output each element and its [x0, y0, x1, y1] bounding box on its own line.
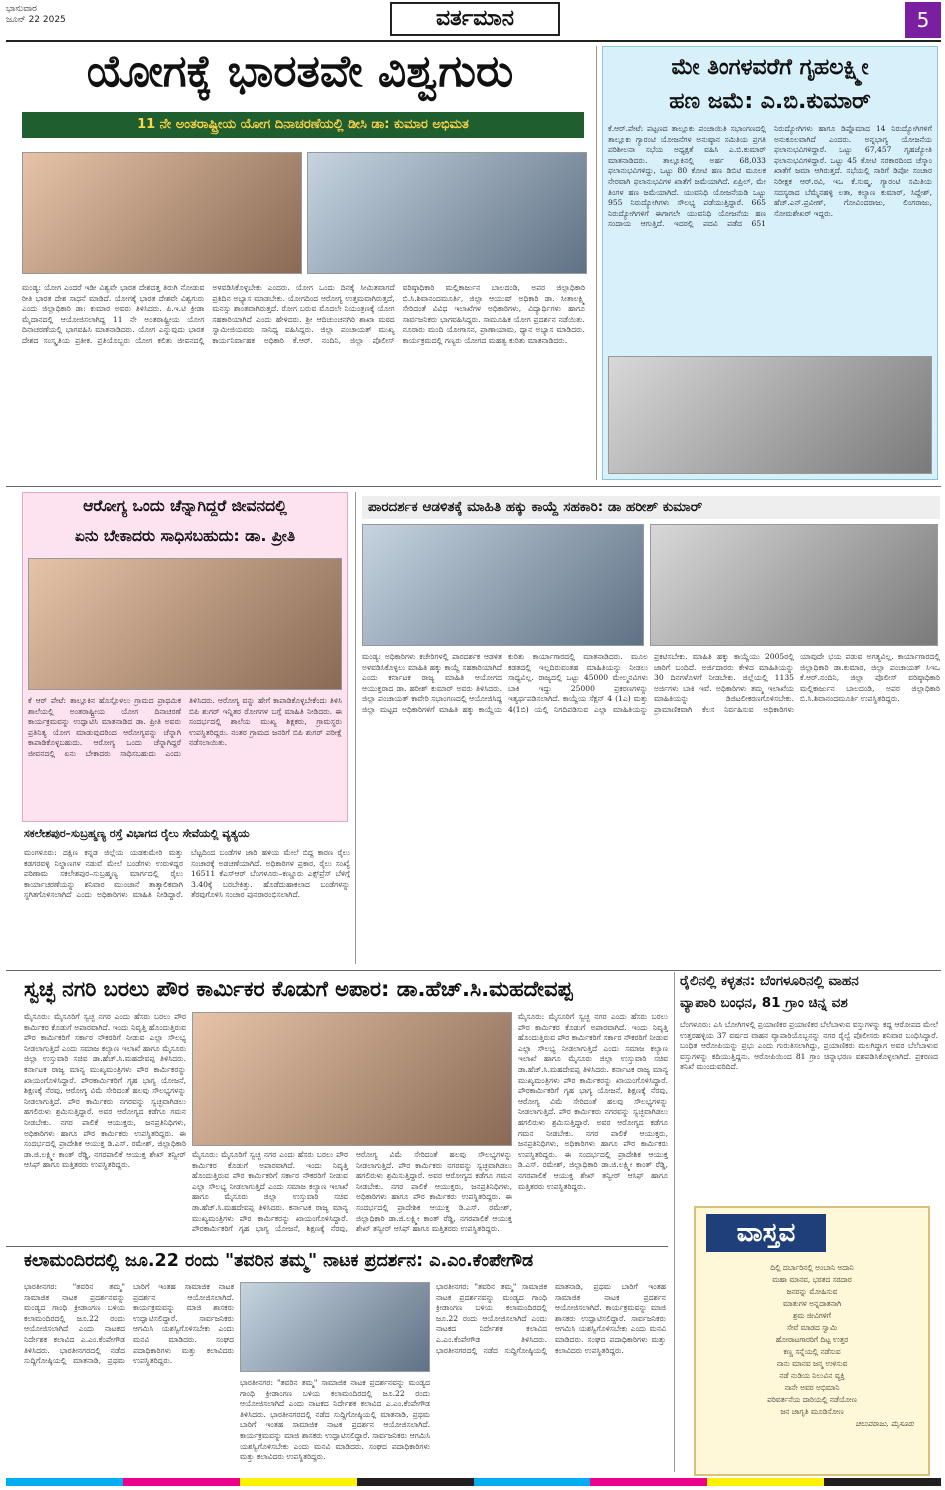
story1-body: ಮಂಡ್ಯ: ಯೋಗ ಎಂದರೆ ಇಡೀ ವಿಶ್ವವೇ ಭಾರತ ದೇಶದತ್ತ ತಿರುಗಿ ನೋಡುವ ರೀತಿ ಭಾರತ ದೇಶ ಸಾಧನೆ ಮಾಡಿದೆ. ಯೋಗಕ್ಕೆ ಭಾರತ ದೇಶವೇ ವಿಶ್ವಗುರು ಎಂದು ಜಿಲ್ಲಾಧಿಕಾರಿ ಡಾ: ಕುಮಾರ ಅವರು ತಿಳಿಸಿದರು. ಪಿ.ಇ.ಟಿ ಕ್ರೀಡಾ ಮೈದಾನದಲ್ಲಿ ಆಯೋಜಿಸಲಾಗಿದ್ದ 11 ನೇ ಅಂತರಾಷ್ಟ್ರೀಯ ಯೋಗ ದಿನಾಚರಣೆಯಲ್ಲಿ ಭಾಗವಹಿಸಿ ಮಾತನಾಡಿದರು. ಯೋಗ ಎನ್ನುವುದು ಭಾರತ ದೇಶದ ಸಂಸ್ಕೃತಿಯ ಪ್ರತೀಕ. ಪ್ರತಿಯೊಬ್ಬರು ಯೋಗ ಕಲಿತು ಜೀವನದಲ್ಲಿ ಅಳವಡಿಸಿಕೊಳ್ಳಬೇಕು ಎಂದರು. ಯೋಗ ಒಂದು ದಿನಕ್ಕೆ ಸೀಮಿತವಾಗದೆ ಪ್ರತಿದಿನ ಅಭ್ಯಾಸ ಮಾಡಬೇಕು. ಯೋಗದಿಂದ ಆರೋಗ್ಯ ಉತ್ತಮವಾಗಿರುತ್ತದೆ, ಮನಸ್ಸು ಶಾಂತವಾಗಿರುತ್ತದೆ. ರೋಗ ಬರುವ ಮೊದಲೇ ನಿಯಂತ್ರಣಕ್ಕೆ ಯೋಗ ಸಹಕಾರಿಯಾಗಿದೆ ಎಂದು ಹೇಳಿದರು. ಶ್ರೀ ಆದಿಚುಂಚನಗಿರಿ ಶಾಖಾ ಮಠದ ಸ್ವಾಮೀಜಿಯವರು ಸಾನಿಧ್ಯ ವಹಿಸಿದ್ದರು. ಜಿಲ್ಲಾ ಪಂಚಾಯತ್ ಮುಖ್ಯ ಕಾರ್ಯನಿರ್ವಾಹಕ ಅಧಿಕಾರಿ ಕೆ.ಆರ್. ನಂದಿನಿ, ಜಿಲ್ಲಾ ಪೊಲೀಸ್ ವರಿಷ್ಠಾಧಿಕಾರಿ ಮಲ್ಲಿಕಾರ್ಜುನ ಬಾಲದಂಡಿ, ಅಪರ ಜಿಲ್ಲಾಧಿಕಾರಿ ಬಿ.ಸಿ.ಶಿವಾನಂದಮೂರ್ತಿ, ಜಿಲ್ಲಾ ಆಯುಷ್ ಅಧಿಕಾರಿ ಡಾ. ಸೀತಾಲಕ್ಷ್ಮಿ ಸೇರಿದಂತೆ ವಿವಿಧ ಇಲಾಖೆಗಳ ಅಧಿಕಾರಿಗಳು, ವಿದ್ಯಾರ್ಥಿಗಳು ಹಾಗೂ ಸಾರ್ವಜನಿಕರು ಭಾಗವಹಿಸಿದ್ದರು. ಸಾಮೂಹಿಕ ಯೋಗ ಪ್ರದರ್ಶನ ನಡೆಯಿತು. ನೂರಾರು ಮಂದಿ ಯೋಗಾಸನ, ಪ್ರಾಣಾಯಾಮ, ಧ್ಯಾನ ಅಭ್ಯಾಸ ಮಾಡಿದರು. ಕಾರ್ಯಕ್ರಮದಲ್ಲಿ ಗಣ್ಯರು ಯೋಗದ ಮಹತ್ವ ಕುರಿತು ಮಾತನಾಡಿದರು.	[22, 283, 585, 345]
header-date: ಜೂನ್ 22 2025	[6, 15, 66, 25]
poem-line: ಸೇವೆ ಮಾಡದ ಸ್ವಾಮಿ	[786, 1323, 838, 1332]
story8-headline: ಕಲಾಮಂದಿರದಲ್ಲಿ ಜೂ.22 ರಂದು "ತವರಿನ ತಮ್ಮ" ನಾಟಕ ಪ್ರದರ್ಶನ: ಎ.ಎಂ.ಕೆಂಪೇಗೌಡ	[24, 1251, 534, 1271]
story4-body: ಮಂಡ್ಯ: ಅಧಿಕಾರಿಗಳು ಕಚೇರಿಗಳಲ್ಲಿ ಪಾರದರ್ಶಕ ಆಡಳಿತ ಅಳವಡಿಸಿಕೊಳ್ಳಲು ಮಾಹಿತಿ ಹಕ್ಕು ಕಾಯ್ದೆ ಸಹಕಾರಿಯಾಗಿದೆ ಎಂದು ಕರ್ನಾಟಕ ರಾಜ್ಯ ಮಾಹಿತಿ ಆಯೋಗದ ಆಯುಕ್ತರಾದ ಡಾ. ಹರೀಶ್ ಕುಮಾರ್ ಅವರು ತಿಳಿಸಿದರು. ಜಿಲ್ಲಾ ಪಂಚಾಯತ್ ಕಾವೇರಿ ಸಭಾಂಗಣದಲ್ಲಿ ಆಯೋಜಿಸಿದ್ದ ಜಿಲ್ಲಾ ಮಟ್ಟದ ಅಧಿಕಾರಿಗಳಿಗೆ ಮಾಹಿತಿ ಹಕ್ಕು ಕಾಯ್ದೆಯ ಕುರಿತು ಕಾರ್ಯಾಗಾರದಲ್ಲಿ ಮಾತನಾಡಿದರು. ಮೂಲ ಕಡತದಲ್ಲಿ ಇಲ್ಲದಿರುವಂತಹ ಮಾಹಿತಿಯನ್ನು ನೀಡಲು ಸಾಧ್ಯವಿಲ್ಲ. ರಾಜ್ಯದಲ್ಲಿ ಒಟ್ಟು 45000 ಮೇಲ್ಮನವಿಗಳು ಬಾಕಿ ಇದ್ದು 25000 ಪ್ರಕರಣಗಳನ್ನು ಇತ್ಯರ್ಥಪಡಿಸಲಾಗಿದೆ. ಕಾಯ್ದೆಯ ಸೆಕ್ಷನ್ 4 (1ಎ) ಮತ್ತು 4(1ಬಿ) ಯಲ್ಲಿ ನಿಗದಿಪಡಿಸುವ ಎಲ್ಲಾ ಮಾಹಿತಿಯನ್ನು ಪ್ರಕಟಿಸಬೇಕು. ಮಾಹಿತಿ ಹಕ್ಕು ಕಾಯ್ದೆಯು 2005ರಲ್ಲಿ ಜಾರಿಗೆ ಬಂದಿದೆ. ಅರ್ಜಿದಾರರು ಕೇಳಿದ ಮಾಹಿತಿಯನ್ನು 30 ದಿನಗಳೊಳಗೆ ನೀಡಬೇಕು. ಜಿಲ್ಲೆಯಲ್ಲಿ 1135 ಅರ್ಜಿಗಳು ಬಾಕಿ ಇವೆ. ಅಧಿಕಾರಿಗಳು ತಮ್ಮ ಇಲಾಖೆಯ ಮಾಹಿತಿಯನ್ನು ಡಿಜಿಟಲೀಕರಣಗೊಳಿಸಬೇಕು. ಪ್ರಾಮಾಣಿಕವಾಗಿ ಕೆಲಸ ನಿರ್ವಹಿಸುವ ಅಧಿಕಾರಿಗಳು ಯಾವುದೇ ಭಯ ಪಡುವ ಅಗತ್ಯವಿಲ್ಲ. ಕಾರ್ಯಾಗಾರದಲ್ಲಿ ಜಿಲ್ಲಾಧಿಕಾರಿ ಡಾ.ಕುಮಾರ, ಜಿಲ್ಲಾ ಪಂಚಾಯತ್ ಸಿಇಒ ಕೆ.ಆರ್.ನಂದಿನಿ, ಜಿಲ್ಲಾ ಪೊಲೀಸ್ ವರಿಷ್ಠಾಧಿಕಾರಿ ಮಲ್ಲಿಕಾರ್ಜುನ ಬಾಲದಂಡಿ, ಅಪರ ಜಿಲ್ಲಾಧಿಕಾರಿ ಬಿ.ಸಿ.ಶಿವಾನಂದಮೂರ್ತಿ ಉಪಸ್ಥಿತರಿದ್ದರು.	[362, 652, 940, 714]
poem-line: ದಿಲ್ಲಿ ದರ್ಬಾರಿನಲ್ಲಿ ಅಂಬಾನಿ ಅದಾನಿ	[770, 1263, 854, 1272]
story7-body: ಬೆಂಗಳೂರು: ಎಸಿ ಬೋಗಿಗಳಲ್ಲಿ ಪ್ರಯಾಣಿಕರ ಪ್ರಯಾಣಿಕರ ಬೆಲೆಬಾಳುವ ವಸ್ತುಗಳನ್ನು ಕದ್ದ ಆರೋಪದ ಮೇಲೆ ಉತ್ತರಹಳ್ಳಿಯ 37 ವರ್ಷದ ವಾಹನ ವ್ಯಾಪಾರಿಯೊಬ್ಬನನ್ನು ನಗರ ರೈಲ್ವೆ ಪೊಲೀಸರು ಶನಿವಾರ ಬಂಧಿಸಿದ್ದಾರೆ. ಬಂಧಿತ ಆರೋಪಿಯನ್ನು ಪ್ರಭು ಎಂದು ಗುರುತಿಸಲಾಗಿದ್ದು, ಪ್ರಯಾಣಿಕರು ಮಲಗಿದ್ದಾಗ ಅವರ ಬೆಲೆಬಾಳುವ ವಸ್ತುಗಳನ್ನು ಕದಿಯುತ್ತಿದ್ದನು. ಆರೋಪಿಯಿಂದ 81 ಗ್ರಾಂ ಚಿನ್ನಾಭರಣ ವಶಪಡಿಸಿಕೊಳ್ಳಲಾಗಿದೆ. ಪ್ರಕರಣದ ತನಿಖೆ ಮುಂದುವರಿದಿದೆ.	[680, 1020, 938, 1072]
story4-photo-dais	[362, 524, 644, 646]
story2-headline-line2: ಹಣ ಜಮೆ: ಎ.ಬಿ.ಕುಮಾರ್	[669, 89, 871, 114]
story8-body-mid: ಭಾರತೀನಗರ: "ತವರಿನ ತಮ್ಮ" ಸಾಮಾಜಿಕ ನಾಟಕ ಪ್ರದರ್ಶನವನ್ನು ಮಂಡ್ಯದ ಗಾಂಧಿ ಕ್ರೀಡಾಂಗಣ ಬಳಿಯ ಕಲಾಮಂದಿರದಲ್ಲಿ ಜೂ.22 ರಂದು ಆಯೋಜಿಸಲಾಗಿದೆ ಎಂದು ನಾಟಕದ ನಿರ್ದೇಶಕ ಕಲಾವಿದ ಎ.ಎಂ.ಕೆಂಪೇಗೌಡ ತಿಳಿಸಿದರು. ಭಾರತೀನಗರದಲ್ಲಿ ನಡೆದ ಸುದ್ದಿಗೋಷ್ಠಿಯಲ್ಲಿ ಮಾತನಾಡಿ, ಪ್ರಥಮ ಬಾರಿಗೆ ಇಂತಹ ಸಾಮಾಜಿಕ ನಾಟಕ ಪ್ರದರ್ಶನ ಆಯೋಜಿಸಲಾಗಿದೆ. ಕಾರ್ಯಕ್ರಮವನ್ನು ಮಾಜಿ ಶಾಸಕರು ಉದ್ಘಾಟಿಸಲಿದ್ದಾರೆ. ಸಾರ್ವಜನಿಕರು ಆಗಮಿಸಿ ಯಶಸ್ವಿಗೊಳಿಸಬೇಕು ಎಂದು ಮನವಿ ಮಾಡಿದರು. ಸಂಘದ ಪದಾಧಿಕಾರಿಗಳು ಮತ್ತು ಕಲಾವಿದರು ಉಪಸ್ಥಿತರಿದ್ದರು.	[240, 1378, 430, 1462]
poem-line: ಕಣ್ಣ ಸನ್ನೆಯಲ್ಲಿ ನಡೆಸುವ	[783, 1347, 841, 1356]
story8-body-right: ಭಾರತೀನಗರ: "ತವರಿನ ತಮ್ಮ" ಸಾಮಾಜಿಕ ನಾಟಕ ಪ್ರದರ್ಶನವನ್ನು ಮಂಡ್ಯದ ಗಾಂಧಿ ಕ್ರೀಡಾಂಗಣ ಬಳಿಯ ಕಲಾಮಂದಿರದಲ್ಲಿ ಜೂ.22 ರಂದು ಆಯೋಜಿಸಲಾಗಿದೆ ಎಂದು ನಾಟಕದ ನಿರ್ದೇಶಕ ಕಲಾವಿದ ಎ.ಎಂ.ಕೆಂಪೇಗೌಡ ತಿಳಿಸಿದರು. ಭಾರತೀನಗರದಲ್ಲಿ ನಡೆದ ಸುದ್ದಿಗೋಷ್ಠಿಯಲ್ಲಿ ಮಾತನಾಡಿ, ಪ್ರಥಮ ಬಾರಿಗೆ ಇಂತಹ ಸಾಮಾಜಿಕ ನಾಟಕ ಪ್ರದರ್ಶನ ಆಯೋಜಿಸಲಾಗಿದೆ. ಕಾರ್ಯಕ್ರಮವನ್ನು ಮಾಜಿ ಶಾಸಕರು ಉದ್ಘಾಟಿಸಲಿದ್ದಾರೆ. ಸಾರ್ವಜನಿಕರು ಆಗಮಿಸಿ ಯಶಸ್ವಿಗೊಳಿಸಬೇಕು ಎಂದು ಮನವಿ ಮಾಡಿದರು. ಸಂಘದ ಪದಾಧಿಕಾರಿಗಳು ಮತ್ತು ಕಲಾವಿದರು ಉಪಸ್ಥಿತರಿದ್ದರು.	[436, 1282, 666, 1355]
story5-headline: ಸಕಲೇಶಪುರ–ಸುಬ್ರಹ್ಮಣ್ಯ ರಸ್ತೆ ವಿಭಾಗದ ರೈಲು ಸೇವೆಯಲ್ಲಿ ವ್ಯತ್ಯಯ	[24, 827, 250, 840]
story6-headline: ಸ್ವಚ್ಛ ನಗರಿ ಬರಲು ಪೌರ ಕಾರ್ಮಿಕರ ಕೊಡುಗೆ ಅಪಾರ: ಡಾ.ಹೆಚ್.ಸಿ.ಮಹದೇವಪ್ಪ	[24, 977, 573, 1001]
header-rule	[6, 40, 941, 42]
story1-photo-yoga-stage	[307, 152, 587, 274]
poem-line: ಪರಿವರ್ತನೆಯ ದಾರಿಯಲ್ಲಿ ನಡೆಯೋಣ	[767, 1395, 857, 1404]
story8-body-left: ಭಾರತೀನಗರ: "ತವರಿನ ತಮ್ಮ" ಸಾಮಾಜಿಕ ನಾಟಕ ಪ್ರದರ್ಶನವನ್ನು ಮಂಡ್ಯದ ಗಾಂಧಿ ಕ್ರೀಡಾಂಗಣ ಬಳಿಯ ಕಲಾಮಂದಿರದಲ್ಲಿ ಜೂ.22 ರಂದು ಆಯೋಜಿಸಲಾಗಿದೆ ಎಂದು ನಾಟಕದ ನಿರ್ದೇಶಕ ಕಲಾವಿದ ಎ.ಎಂ.ಕೆಂಪೇಗೌಡ ತಿಳಿಸಿದರು. ಭಾರತೀನಗರದಲ್ಲಿ ನಡೆದ ಸುದ್ದಿಗೋಷ್ಠಿಯಲ್ಲಿ ಮಾತನಾಡಿ, ಪ್ರಥಮ ಬಾರಿಗೆ ಇಂತಹ ಸಾಮಾಜಿಕ ನಾಟಕ ಪ್ರದರ್ಶನ ಆಯೋಜಿಸಲಾಗಿದೆ. ಕಾರ್ಯಕ್ರಮವನ್ನು ಮಾಜಿ ಶಾಸಕರು ಉದ್ಘಾಟಿಸಲಿದ್ದಾರೆ. ಸಾರ್ವಜನಿಕರು ಆಗಮಿಸಿ ಯಶಸ್ವಿಗೊಳಿಸಬೇಕು ಎಂದು ಮನವಿ ಮಾಡಿದರು. ಸಂಘದ ಪದಾಧಿಕಾರಿಗಳು ಮತ್ತು ಕಲಾವಿದರು ಉಪಸ್ಥಿತರಿದ್ದರು.	[24, 1282, 234, 1366]
poem-line: ಮಹಾ ಮಾನವ, ಭರತದ ಸರದಾರ	[772, 1275, 852, 1284]
poem-line: ಜನರನ್ನು ಮೋಹಿಸುವ	[786, 1287, 838, 1296]
vastava-poem	[700, 1262, 924, 1430]
story6-body-col2: ಮೈಸೂರು: ಮೈಸೂರಿಗೆ ಸ್ವಚ್ಛ ನಗರ ಎಂದು ಹೆಸರು ಬರಲು ಪೌರ ಕಾರ್ಮಿಕರ ಕೊಡುಗೆ ಅಪಾರವಾಗಿದೆ. ಇಂದು ನಿವೃತ್ತಿ ಹೊಂದುತ್ತಿರುವ ಪೌರ ಕಾರ್ಮಿಕರಿಗೆ ಸರ್ಕಾರ ನೌಕರರಿಗೆ ನೀಡುವ ಎಲ್ಲಾ ಸೌಲಭ್ಯ ನೀಡಲಾಗುತ್ತಿದೆ ಎಂದು ಸಮಾಜ ಕಲ್ಯಾಣ ಇಲಾಖೆ ಹಾಗೂ ಮೈಸೂರು ಜಿಲ್ಲಾ ಉಸ್ತುವಾರಿ ಸಚಿವ ಡಾ.ಹೆಚ್.ಸಿ.ಮಹದೇವಪ್ಪ ತಿಳಿಸಿದರು. ಕರ್ನಾಟಕ ರಾಜ್ಯ ಮಾನ್ಯ ಮುಖ್ಯಮಂತ್ರಿಗಳು ಪೌರ ಕಾರ್ಮಿಕರನ್ನು ಖಾಯಂಗೊಳಿಸಿದ್ದಾರೆ. ಪೌರಕಾರ್ಮಿಕರಿಗೆ ಗೃಹ ಭಾಗ್ಯ ಯೋಜನೆ, ಶಿಕ್ಷಣಕ್ಕೆ ನೆರವು, ಆರೋಗ್ಯ ವಿಮೆ ಸೇರಿದಂತೆ ಹಲವು ಸೌಲಭ್ಯಗಳನ್ನು ನೀಡಲಾಗುತ್ತಿದೆ. ಪೌರ ಕಾರ್ಮಿಕರು ನಗರವನ್ನು ಸ್ವಚ್ಛವಾಗಿಡಲು ಹಗಲಿರುಳು ಶ್ರಮಿಸುತ್ತಿದ್ದಾರೆ. ಅವರ ಆರೋಗ್ಯದ ಕಡೆಗೂ ಗಮನ ನೀಡಬೇಕು. ನಗರ ಪಾಲಿಕೆ ಆಯುಕ್ತರು, ಜನಪ್ರತಿನಿಧಿಗಳು, ಅಧಿಕಾರಿಗಳು ಹಾಗೂ ಪೌರ ಕಾರ್ಮಿಕರು ಉಪಸ್ಥಿತರಿದ್ದರು. ಈ ಸಂದರ್ಭದಲ್ಲಿ ಪ್ರಾದೇಶಿಕ ಆಯುಕ್ತ ಡಿ.ಎಸ್. ರಮೇಶ್, ಜಿಲ್ಲಾಧಿಕಾರಿ ಡಾ.ಜಿ.ಲಕ್ಷ್ಮೀ ಕಾಂತ್ ರೆಡ್ಡಿ, ನಗರಪಾಲಿಕೆ ಆಯುಕ್ತ ಶೇಖ್ ತನ್ವೀರ್ ಆಸಿಫ್ ಹಾಗೂ ಮತ್ತಿತರರು ಉಪಸ್ಥಿತರಿದ್ದರು.	[192, 1150, 512, 1234]
story4-headline: ಪಾರದರ್ಶಕ ಆಡಳಿತಕ್ಕೆ ಮಾಹಿತಿ ಹಕ್ಕು ಕಾಯ್ದೆ ಸಹಕಾರಿ: ಡಾ ಹರೀಶ್ ಕುಮಾರ್	[362, 496, 940, 519]
poem-line: ಹೋರಾಟಗಾರರಿಗೆ ದಿಟ್ಟ ಉತ್ತರ	[775, 1335, 849, 1344]
masthead: ವರ್ತಮಾನ	[390, 2, 560, 36]
story3-body: ಕೆ ಆರ್ ಪೇಟೆ: ತಾಲ್ಲೂಕಿನ ಹೊಸ್ಪೊಳಲು ಗ್ರಾಮದ ಪ್ರಾಥಮಿಕ ಶಾಲೆಯಲ್ಲಿ ಅಂತರಾಷ್ಟ್ರೀಯ ಯೋಗ ದಿನಾಚರಣೆ ಕಾರ್ಯಕ್ರಮವನ್ನು ಉದ್ಘಾಟಿಸಿ ಮಾತನಾಡಿದ ಡಾ. ಪ್ರೀತಿ ಅವರು ಪ್ರತಿನಿತ್ಯ ಯೋಗ ಮಾಡುವುದರಿಂದ ಆರೋಗ್ಯವನ್ನು ಚೆನ್ನಾಗಿ ಕಾಪಾಡಿಕೊಳ್ಳಬಹುದು. ಆರೋಗ್ಯ ಒಂದು ಚೆನ್ನಾಗಿದ್ದರೆ ಜೀವನದಲ್ಲಿ ಏನು ಬೇಕಾದರು ಸಾಧಿಸಬಹುದು ಎಂದು ತಿಳಿಸಿದರು. ಆರೋಗ್ಯ ವನ್ನು ಹೇಗೆ ಕಾಪಾಡಿಕೊಳ್ಳಬೇಕೆಂದು ತಿಳಿಸಿ ಬಿಪಿ ಶುಗರ್ ಇನ್ನಿತರ ರೋಗಗಳ ಬಗ್ಗೆ ಮಾಹಿತಿ ನೀಡಿದರು. ಈ ಸಂದರ್ಭದಲ್ಲಿ ಶಾಲೆಯ ಮುಖ್ಯ ಶಿಕ್ಷಕರು, ಗ್ರಾಮಸ್ಥರು ಉಪಸ್ಥಿತರಿದ್ದರು. ನಂತರ ಗ್ರಾಮದ ಜನರಿಗೆ ಬಿಪಿ ಶುಗರ್ ಪರೀಕ್ಷೆ ನಡೆಸಲಾಯಿತು.	[28, 696, 342, 758]
vastava-title: ವಾಸ್ತವ	[706, 1214, 826, 1252]
story1-subheadline: 11 ನೇ ಅಂತರಾಷ್ಟ್ರೀಯ ಯೋಗ ದಿನಾಚರಣೆಯಲ್ಲಿ ಡೀಸಿ ಡಾ: ಕುಮಾರ ಅಭಿಮತ	[22, 112, 584, 138]
section-rule-2	[6, 970, 941, 971]
story4-photo-audience	[650, 524, 938, 646]
print-color-bar	[6, 1478, 941, 1486]
story2-photo-meeting	[608, 356, 932, 474]
poem-author: ಚಲುವರಾಜು, ಮೈಸೂರು	[855, 1419, 914, 1428]
page-number: 5	[905, 2, 941, 38]
section-rule-3	[6, 1246, 668, 1247]
column-divider-2	[355, 492, 356, 964]
poem-line: ಮಾತುಗಳ ಅನ್ನದಾತನಾಗಿ	[782, 1299, 842, 1308]
story8-photo-press-meet	[240, 1282, 430, 1372]
story7-headline-line1: ರೈಲಿನಲ್ಲಿ ಕಳ್ಳತನ: ಬೆಂಗಳೂರಿನಲ್ಲಿ ವಾಹನ	[680, 973, 859, 989]
column-divider-3	[674, 972, 675, 1472]
story2-headline-line1: ಮೇ ತಿಂಗಳವರೆಗೆ ಗೃಹಲಕ್ಷ್ಮೀ	[671, 55, 869, 80]
story7-headline-line2: ವ್ಯಾಪಾರಿ ಬಂಧನ, 81 ಗ್ರಾಂ ಚಿನ್ನ ವಶ	[680, 995, 848, 1011]
poem-line: ನಾನೇ ಅವರ ಅಭಿಮಾನಿ	[784, 1383, 840, 1392]
header-date-block	[6, 4, 66, 26]
story6-body-col3: ಮೈಸೂರು: ಮೈಸೂರಿಗೆ ಸ್ವಚ್ಛ ನಗರ ಎಂದು ಹೆಸರು ಬರಲು ಪೌರ ಕಾರ್ಮಿಕರ ಕೊಡುಗೆ ಅಪಾರವಾಗಿದೆ. ಇಂದು ನಿವೃತ್ತಿ ಹೊಂದುತ್ತಿರುವ ಪೌರ ಕಾರ್ಮಿಕರಿಗೆ ಸರ್ಕಾರ ನೌಕರರಿಗೆ ನೀಡುವ ಎಲ್ಲಾ ಸೌಲಭ್ಯ ನೀಡಲಾಗುತ್ತಿದೆ ಎಂದು ಸಮಾಜ ಕಲ್ಯಾಣ ಇಲಾಖೆ ಹಾಗೂ ಮೈಸೂರು ಜಿಲ್ಲಾ ಉಸ್ತುವಾರಿ ಸಚಿವ ಡಾ.ಹೆಚ್.ಸಿ.ಮಹದೇವಪ್ಪ ತಿಳಿಸಿದರು. ಕರ್ನಾಟಕ ರಾಜ್ಯ ಮಾನ್ಯ ಮುಖ್ಯಮಂತ್ರಿಗಳು ಪೌರ ಕಾರ್ಮಿಕರನ್ನು ಖಾಯಂಗೊಳಿಸಿದ್ದಾರೆ. ಪೌರಕಾರ್ಮಿಕರಿಗೆ ಗೃಹ ಭಾಗ್ಯ ಯೋಜನೆ, ಶಿಕ್ಷಣಕ್ಕೆ ನೆರವು, ಆರೋಗ್ಯ ವಿಮೆ ಸೇರಿದಂತೆ ಹಲವು ಸೌಲಭ್ಯಗಳನ್ನು ನೀಡಲಾಗುತ್ತಿದೆ. ಪೌರ ಕಾರ್ಮಿಕರು ನಗರವನ್ನು ಸ್ವಚ್ಛವಾಗಿಡಲು ಹಗಲಿರುಳು ಶ್ರಮಿಸುತ್ತಿದ್ದಾರೆ. ಅವರ ಆರೋಗ್ಯದ ಕಡೆಗೂ ಗಮನ ನೀಡಬೇಕು. ನಗರ ಪಾಲಿಕೆ ಆಯುಕ್ತರು, ಜನಪ್ರತಿನಿಧಿಗಳು, ಅಧಿಕಾರಿಗಳು ಹಾಗೂ ಪೌರ ಕಾರ್ಮಿಕರು ಉಪಸ್ಥಿತರಿದ್ದರು. ಈ ಸಂದರ್ಭದಲ್ಲಿ ಪ್ರಾದೇಶಿಕ ಆಯುಕ್ತ ಡಿ.ಎಸ್. ರಮೇಶ್, ಜಿಲ್ಲಾಧಿಕಾರಿ ಡಾ.ಜಿ.ಲಕ್ಷ್ಮೀ ಕಾಂತ್ ರೆಡ್ಡಿ, ನಗರಪಾಲಿಕೆ ಆಯುಕ್ತ ಶೇಖ್ ತನ್ವೀರ್ ಆಸಿಫ್ ಹಾಗೂ ಮತ್ತಿತರರು ಉಪಸ್ಥಿತರಿದ್ದರು.	[518, 1012, 668, 1191]
poem-line: ಜನ ಜಾಗೃತಿ ಮೂಡಿಸೋಣ	[780, 1407, 844, 1416]
story3-photo-health-camp	[28, 558, 342, 690]
story1-headline: ಯೋಗಕ್ಕೆ ಭಾರತವೇ ವಿಶ್ವಗುರು	[86, 46, 514, 97]
story6-body-col1: ಮೈಸೂರು: ಮೈಸೂರಿಗೆ ಸ್ವಚ್ಛ ನಗರ ಎಂದು ಹೆಸರು ಬರಲು ಪೌರ ಕಾರ್ಮಿಕರ ಕೊಡುಗೆ ಅಪಾರವಾಗಿದೆ. ಇಂದು ನಿವೃತ್ತಿ ಹೊಂದುತ್ತಿರುವ ಪೌರ ಕಾರ್ಮಿಕರಿಗೆ ಸರ್ಕಾರ ನೌಕರರಿಗೆ ನೀಡುವ ಎಲ್ಲಾ ಸೌಲಭ್ಯ ನೀಡಲಾಗುತ್ತಿದೆ ಎಂದು ಸಮಾಜ ಕಲ್ಯಾಣ ಇಲಾಖೆ ಹಾಗೂ ಮೈಸೂರು ಜಿಲ್ಲಾ ಉಸ್ತುವಾರಿ ಸಚಿವ ಡಾ.ಹೆಚ್.ಸಿ.ಮಹದೇವಪ್ಪ ತಿಳಿಸಿದರು. ಕರ್ನಾಟಕ ರಾಜ್ಯ ಮಾನ್ಯ ಮುಖ್ಯಮಂತ್ರಿಗಳು ಪೌರ ಕಾರ್ಮಿಕರನ್ನು ಖಾಯಂಗೊಳಿಸಿದ್ದಾರೆ. ಪೌರಕಾರ್ಮಿಕರಿಗೆ ಗೃಹ ಭಾಗ್ಯ ಯೋಜನೆ, ಶಿಕ್ಷಣಕ್ಕೆ ನೆರವು, ಆರೋಗ್ಯ ವಿಮೆ ಸೇರಿದಂತೆ ಹಲವು ಸೌಲಭ್ಯಗಳನ್ನು ನೀಡಲಾಗುತ್ತಿದೆ. ಪೌರ ಕಾರ್ಮಿಕರು ನಗರವನ್ನು ಸ್ವಚ್ಛವಾಗಿಡಲು ಹಗಲಿರುಳು ಶ್ರಮಿಸುತ್ತಿದ್ದಾರೆ. ಅವರ ಆರೋಗ್ಯದ ಕಡೆಗೂ ಗಮನ ನೀಡಬೇಕು. ನಗರ ಪಾಲಿಕೆ ಆಯುಕ್ತರು, ಜನಪ್ರತಿನಿಧಿಗಳು, ಅಧಿಕಾರಿಗಳು ಹಾಗೂ ಪೌರ ಕಾರ್ಮಿಕರು ಉಪಸ್ಥಿತರಿದ್ದರು. ಈ ಸಂದರ್ಭದಲ್ಲಿ ಪ್ರಾದೇಶಿಕ ಆಯುಕ್ತ ಡಿ.ಎಸ್. ರಮೇಶ್, ಜಿಲ್ಲಾಧಿಕಾರಿ ಡಾ.ಜಿ.ಲಕ್ಷ್ಮೀ ಕಾಂತ್ ರೆಡ್ಡಿ, ನಗರಪಾಲಿಕೆ ಆಯುಕ್ತ ಶೇಖ್ ತನ್ವೀರ್ ಆಸಿಫ್ ಹಾಗೂ ಮತ್ತಿತರರು ಉಪಸ್ಥಿತರಿದ್ದರು.	[24, 1012, 186, 1170]
story5-body: ಮಂಗಳೂರು: ದಕ್ಷಿಣ ಕನ್ನಡ ಜಿಲ್ಲೆಯ ಯಡಕುಮೇರಿ ಮತ್ತು ಕಡಗರವಳ್ಳಿ ನಿಲ್ದಾಣಗಳ ನಡುವೆ ಮೇಲೆ ಬಂಡೆಗಳು ಉರುಳಿದ್ದರ ಪರಿಣಾಮ ಸಕಲೇಶಪುರ–ಸುಬ್ರಹ್ಮಣ್ಯ ಮಾರ್ಗದಲ್ಲಿ ರೈಲು ಕಾರ್ಯಾಚರಣೆಯನ್ನು ಶನಿವಾರ ಮುಂಜಾನೆ ತಾತ್ಕಾಲಿಕವಾಗಿ ಸ್ಥಗಿತಗೊಳಿಸಲಾಗಿದೆ ಎಂದು ಅಧಿಕಾರಿಗಳು ಮಾಹಿತಿ ನೀಡಿದ್ದಾರೆ. ಬೆಟ್ಟದಿಂದ ಬಂಡೆಗಳ ಜಾರಿ ಹಳಿಯ ಮೇಲೆ ಬಿದ್ದ ಕಾರಣ ರೈಲು ಸಂಚಾರಕ್ಕೆ ಅಡಚಣೆಯಾಗಿದೆ. ಅಧಿಕಾರಿಗಳ ಪ್ರಕಾರ, ರೈಲು ಸಂಖ್ಯೆ 16511 ಕೆಎಸ್‌ಆರ್ ಬೆಂಗಳೂರು–ಕಣ್ಣೂರು ಎಕ್ಸ್‌ಪ್ರೆಸ್ ಬೆಳಿಗ್ಗೆ 3.40ಕ್ಕೆ ಬರಬೇಕಿತ್ತು. ಹೊಡೆದುಹಾಕಲಾದ ಬಂಡೆಗಳನ್ನು ತೆರವುಗೊಳಿಸಿ ಸಂಚಾರ ಪುನರಾರಂಭಿಸಲಾಗಿದೆ.	[24, 848, 350, 900]
story1-photo-lamp-lighting	[22, 152, 302, 274]
poem-line: ನಡೆ ನುಡಿಯ ನಿಲುವಿನ ವ್ಯಕ್ತಿ	[779, 1371, 845, 1380]
story3-headline-line1: ಆರೋಗ್ಯ ಒಂದು ಚೆನ್ನಾಗಿದ್ದರೆ ಜೀವನದಲ್ಲಿ	[83, 497, 287, 515]
column-divider	[596, 46, 597, 480]
header-day: ಭಾನುವಾರ	[6, 4, 37, 14]
story6-photo-felicitation	[192, 1012, 512, 1146]
poem-line: ಶ್ರಮ ಜೀವಿಗಳಿಗೆ	[793, 1311, 831, 1320]
section-rule	[6, 486, 941, 487]
poem-line: ನಾನು ಮಾನವ ಜನ್ಮ ಉಳಿಸುವ	[776, 1359, 848, 1368]
story3-headline-line2: ಏನು ಬೇಕಾದರು ಸಾಧಿಸಬಹುದು: ಡಾ. ಪ್ರೀತಿ	[74, 527, 296, 545]
story2-body: ಕೆ.ಆರ್.ಪೇಟೆ: ಪಟ್ಟಣದ ತಾಲ್ಲೂಕು ಪಂಚಾಯಿತಿ ಸಭಾಂಗಣದಲ್ಲಿ ತಾಲ್ಲೂಕು ಗ್ಯಾರಂಟಿ ಯೋಜನೆಗಳ ಅನುಷ್ಠಾನ ಸಮಿತಿಯ ಪ್ರಗತಿ ಪರಿಶೀಲನಾ ಸಭೆಯ ಅಧ್ಯಕ್ಷತೆ ವಹಿಸಿ ಎ.ಬಿ.ಕುಮಾರ್ ಮಾತನಾಡಿದರು. ತಾಲ್ಲೂಕಿನಲ್ಲಿ ಅರ್ಹ 68,033 ಫಲಾನುಭವಿಗಳಿದ್ದು, ಒಟ್ಟು 80 ಕೋಟಿ ಹಣ ಡಿಬಿಟಿ ಮೂಲಕ ನೇರವಾಗಿ ಫಲಾನುಭವಿಗಳ ಖಾತೆಗೆ ಜಮೆಯಾಗಿದೆ. ಏಪ್ರಿಲ್, ಮೇ ತಿಂಗಳ ಹಣ ಜಮೆಯಾಗಿದೆ. ಯುವನಿಧಿ ಯೋಜನೆಯಡಿ ಒಟ್ಟು 955 ನಿರುದ್ಯೋಗಿಗಳು ಸೌಲಭ್ಯ ಪಡೆಯುತ್ತಿದ್ದಾರೆ. 665 ನಿರುದ್ಯೋಗಿಗಳಿಗೆ ಈಗಾಗಲೇ ಯುವನಿಧಿ ಯೋಜನೆಯ ಹಣ ಸಂದಾಯ ಆಗುತ್ತಿದೆ. ಇದರಲ್ಲಿ ಪದವಿ ಪಡೆದ 651 ನಿರುದ್ಯೋಗಿಗಳು ಹಾಗೂ ಡಿಪ್ಲೊಮಾದ 14 ನಿರುದ್ಯೋಗಿಗಳಿಗೆ ಅನುಕೂಲವಾಗಿದೆ ಎಂದರು. ಅನ್ನಭಾಗ್ಯ ಯೋಜನೆಯ ಫಲಾನುಭವಿಗಳಿದ್ದಾರೆ. ಒಟ್ಟು 67,457 ಗೃಹಜ್ಯೋತಿ ಫಲಾನುಭವಿಗಳಿದ್ದಾರೆ. ಒಟ್ಟು 45 ಕೋಟಿ ಸರಕಾರದಿಂದ ಚೆಸ್ಕಾಂ ಖಾತೆಗೆ ಜಮಾ ಆಗಿರುತ್ತದೆ. ಸಭೆಯಲ್ಲಿ ಸಾರಿಗೆ ಡಿಪೋ ಸಂಚಾರ ನಿರೀಕ್ಷಕ ಆರ್.ರವಿ, ಇಒ ಕೆ.ಸುಷ್ಮ, ಗ್ಯಾರಂಟಿ ಸಮಿತಿಯ ಸದಸ್ಯರಾದ ಬೆಮ್ಮೆನಹಳ್ಳಿ ಲತಾ, ಕಲ್ಯಾಣ ಕುಮಾರ್, ಸಿದ್ದೇಶ್, ಹೆಚ್.ಎನ್.ಪ್ರವೀಣ್, ಗೋವಿಂದರಾಜು, ಲಿಂಗರಾಜು, ಸೋಮಶೇಖರ್ ಇದ್ದರು.	[608, 124, 932, 229]
